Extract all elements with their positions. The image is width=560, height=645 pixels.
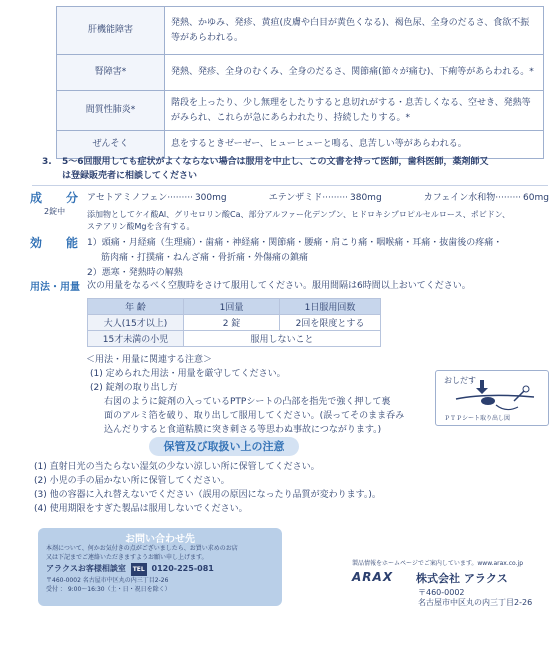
times-cell: 2回を限度とする [280,315,381,331]
table-row [88,331,381,347]
company-street: 名古屋市中区丸の内三丁目2-26 [418,598,533,607]
ingredient-item [424,191,549,205]
note-line: は登録販売者に相談してください [62,171,198,181]
consult-note [42,155,547,183]
effect-line: 1）頭痛・月経痛（生理痛）・歯痛・神経痛・関節痛・腰痛・肩こり痛・咽喉痛・耳痛・抜歯後の疼痛・ [87,238,503,248]
additive-note [87,209,549,233]
storage-item: (2) 小児の手の届かない所に保管してください。 [34,476,230,486]
ingredient-item [269,191,382,205]
storage-list [34,460,534,516]
symptom-name: 肝機能障害 [57,7,165,55]
column-header: 1日服用回数 [280,299,381,315]
effect-line: 筋肉痛・打撲痛・ねんざ痛・骨折痛・外傷痛の鎮痛 [101,253,309,263]
company-name: 株式会社 アラクス [416,572,508,585]
symptom-desc: 階段を上ったり、少し無理をしたりすると息切れがする・息苦しくなる、空せき、発熱等がみられ、これらが急にあらわれたり、持続したりする。* [165,91,544,131]
company-website-note: 製品情報をホームページでご案内しています。www.arax.co.jp [352,560,524,567]
ingredient-list [87,191,549,205]
contact-hours: 受付 ： 9:00～16:30（土・日・祝日を除く） [46,586,171,593]
push-out-label: おしだす [444,376,476,385]
storage-heading: 保管及び取扱い上の注意 [149,437,299,456]
usage-note-item: (2) 錠剤の取り出し方 [90,383,178,393]
note-number: 3. [42,157,52,167]
contact-text: 又は下記までご連絡いただきますようお願い申し上げます。 [46,554,208,561]
table-row [57,7,544,55]
dose-note-cell: 服用しないこと [184,331,381,347]
divider [32,185,548,186]
tel-icon: TEL [131,563,147,576]
ingredient-dots: ········· [167,193,193,203]
effect-line: 2）悪寒・発熱時の解熱 [87,268,183,278]
contact-title: お問い合わせ先 [125,534,195,545]
usage-notes-title: ＜用法・用量に関連する注意＞ [86,355,213,365]
contact-org: アラクスお客様相談室 [46,564,126,573]
side-effect-table [56,6,544,159]
age-cell: 15才未満の小児 [88,331,184,347]
ingredient-amount: 60mg [523,193,549,203]
symptom-name: ぜんそく [57,131,165,159]
symptom-name: 腎障害* [57,55,165,91]
effects-heading: 効 能 [30,236,85,250]
additive-line: ステアリン酸Mgを含有する。 [87,222,195,231]
dosage-table [87,298,381,347]
ptp-caption: ＰＴＰシート取り出し図 [444,415,511,422]
age-cell: 大人(15才以上) [88,315,184,331]
ingredients-section [87,191,549,233]
effects-section [87,236,549,281]
symptom-name: 間質性肺炎* [57,91,165,131]
symptom-desc: 息をするときゼーゼー、ヒューヒューと鳴る、息苦しい等があらわれる。 [165,131,544,159]
arax-logo: ARAX [352,570,394,584]
usage-note-detail: 込んだりすると食道粘膜に突き刺さる等思わぬ事故につながります。) [104,425,382,435]
ptp-illustration [435,370,549,426]
ingredient-dots: ········· [322,193,348,203]
ingredients-sub-label: 2錠中 [44,207,66,216]
ingredients-heading: 成 分 [30,191,85,205]
table-header-row [88,299,381,315]
storage-item: (4) 使用期限をすぎた製品は服用しないでください。 [34,504,248,514]
contact-text: 本剤について、何かお気付きの点がございましたら、お買い求めのお店 [46,545,238,552]
contact-box [38,528,282,606]
storage-item: (3) 他の容器に入れ替えないでください（誤用の原因になったり品質が変わります。)。 [34,490,381,500]
contact-address: 〒460-0002 名古屋市中区丸の内三丁目2-26 [46,577,169,584]
table-row [57,91,544,131]
table-row [57,55,544,91]
dose-cell: 2 錠 [184,315,280,331]
ingredient-name: アセトアミノフェン [87,193,168,203]
column-header: 1回量 [184,299,280,315]
table-row [88,315,381,331]
symptom-desc: 発熱、発疹、全身のむくみ、全身のだるさ、関節痛(節々が痛む)、下痢等があらわれる。* [165,55,544,91]
company-zip: 〒460-0002 [418,588,465,597]
usage-note-detail: 右図のように錠剤の入っているPTPシートの凸部を指先で強く押して裏 [104,397,391,407]
ingredient-dots: ········· [495,193,522,203]
company-brand [352,570,548,586]
contact-org-line [46,562,276,576]
usage-text: 次の用量をなるべく空腹時をさけて服用してください。服用間隔は6時間以上おいてください。 [87,281,471,291]
ingredient-name: エテンザミド [268,193,323,203]
ingredient-item [87,191,227,205]
ingredient-amount: 300mg [194,193,227,203]
storage-item: (1) 直射日光の当たらない湿気の少ない涼しい所に保管してください。 [34,462,320,472]
contact-body [46,544,276,594]
note-line: 5～6回服用しても症状がよくならない場合は服用を中止し、この文書を持って医師，歯科医師，薬剤師又 [62,157,489,167]
symptom-desc: 発熱、かゆみ、発疹、黄疸(皮膚や白目が黄色くなる)、褐色尿、全身のだるさ、食欲不振等があらわれる。 [165,7,544,55]
usage-note-detail: 面のアルミ箔を破り、取り出して服用してください。(誤ってそのまま呑み [104,411,405,421]
company-address [418,588,548,608]
contact-phone[interactable]: 0120-225-081 [151,564,214,573]
ingredient-name: カフェイン水和物 [423,193,496,203]
additive-line: 添加物としてケイ酸Al、グリセロリン酸Ca、部分アルファー化デンプン、ヒドロキシプロピルセルロース、ポビドン、 [87,210,511,219]
column-header: 年 齢 [88,299,184,315]
usage-heading: 用法・用量 [30,282,80,293]
ingredient-amount: 380mg [350,193,382,203]
usage-note-item: (1) 定められた用法・用量を厳守してください。 [90,369,286,379]
usage-notes [86,353,416,437]
